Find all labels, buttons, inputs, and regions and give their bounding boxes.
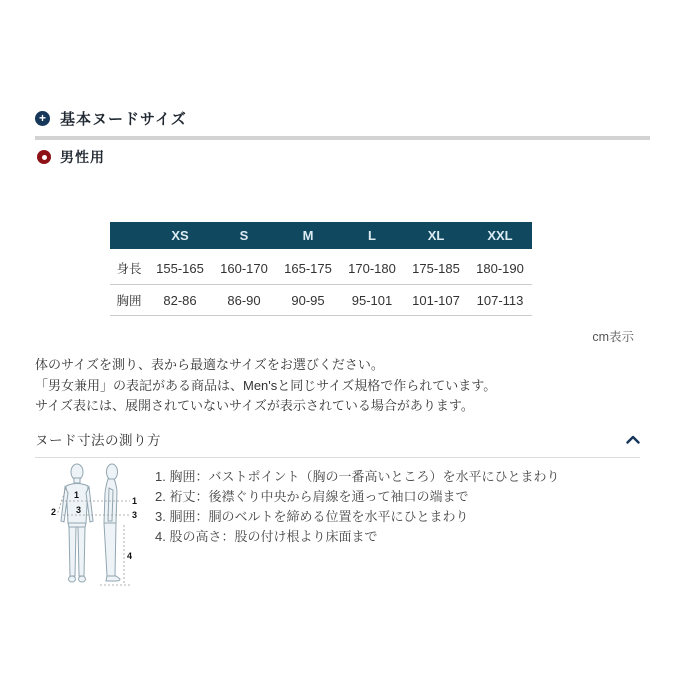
size-table-header-row — [110, 222, 532, 252]
size-table-column-header: XS — [148, 222, 212, 252]
table-cell: 95-101 — [340, 284, 404, 316]
subsection-heading — [37, 147, 105, 167]
figure-label-inseam: 4 — [127, 551, 133, 561]
size-table — [110, 222, 532, 316]
divider — [35, 457, 640, 458]
record-icon — [37, 150, 51, 164]
table-cell: 107-113 — [468, 284, 532, 316]
divider — [35, 136, 650, 140]
table-cell: 101-107 — [404, 284, 468, 316]
size-table-column-header: XL — [404, 222, 468, 252]
unit-note: cm表示 — [592, 330, 634, 344]
measure-section-toggle[interactable] — [35, 429, 640, 449]
measure-step: 1. 胸囲：バストポイント（胸の一番高いところ）を水平にひとまわり — [155, 469, 560, 484]
note-line: 体のサイズを測り、表から最適なサイズをお選びください。 — [35, 357, 384, 372]
table-row — [110, 252, 532, 284]
note-line: 「男女兼用」の表記がある商品は、Men'sと同じサイズ規格で作られています。 — [35, 377, 497, 393]
figure-label-chest: 1 — [74, 490, 80, 500]
side-body-outline — [104, 464, 120, 581]
table-cell: 170-180 — [348, 260, 396, 276]
section-heading — [35, 108, 187, 129]
size-notes — [35, 355, 496, 417]
measure-step: 2. 裄丈：後襟ぐり中央から肩線を通って袖口の端まで — [155, 489, 469, 504]
measure-step: 3. 胴囲：胴のベルトを締める位置を水平にひとまわり — [155, 509, 469, 524]
size-table-column-header: M — [276, 222, 340, 252]
table-cell: 90-95 — [276, 284, 340, 316]
measure-steps — [155, 467, 559, 547]
section-heading-label: 基本ヌードサイズ — [60, 111, 187, 128]
table-cell: 165-175 — [284, 260, 332, 276]
size-table-column-header: XXL — [468, 222, 532, 252]
note-line: サイズ表には、展開されていないサイズが表示されている場合があります。 — [35, 398, 474, 413]
measure-step: 4. 股の高さ：股の付け根より床面まで — [155, 529, 378, 544]
plus-circle-icon: + — [35, 111, 50, 126]
figure-label-chest-side: 1 — [132, 496, 138, 506]
size-table-column-header: L — [340, 222, 404, 252]
table-row — [110, 284, 532, 316]
size-table-column-header: S — [212, 222, 276, 252]
figure-label-waist: 3 — [76, 505, 82, 515]
chevron-up-icon[interactable] — [626, 435, 640, 444]
measure-section-title: ヌード寸法の測り方 — [35, 433, 161, 448]
row-label-chest: 胸囲 — [110, 284, 148, 316]
size-table-corner-cell — [110, 222, 148, 252]
subsection-heading-label: 男性用 — [60, 149, 105, 165]
table-cell: 86-90 — [212, 284, 276, 316]
figure-label-sleeve: 2 — [51, 507, 57, 517]
table-cell: 180-190 — [476, 260, 524, 276]
table-cell: 175-185 — [412, 260, 460, 276]
figure-label-waist-side: 3 — [132, 510, 138, 520]
row-label-height: 身長 — [116, 262, 142, 276]
table-cell: 160-170 — [220, 260, 268, 276]
table-cell: 155-165 — [156, 260, 204, 276]
body-measurement-figure — [50, 463, 145, 593]
table-cell: 82-86 — [148, 284, 212, 316]
front-body-outline — [61, 464, 93, 582]
